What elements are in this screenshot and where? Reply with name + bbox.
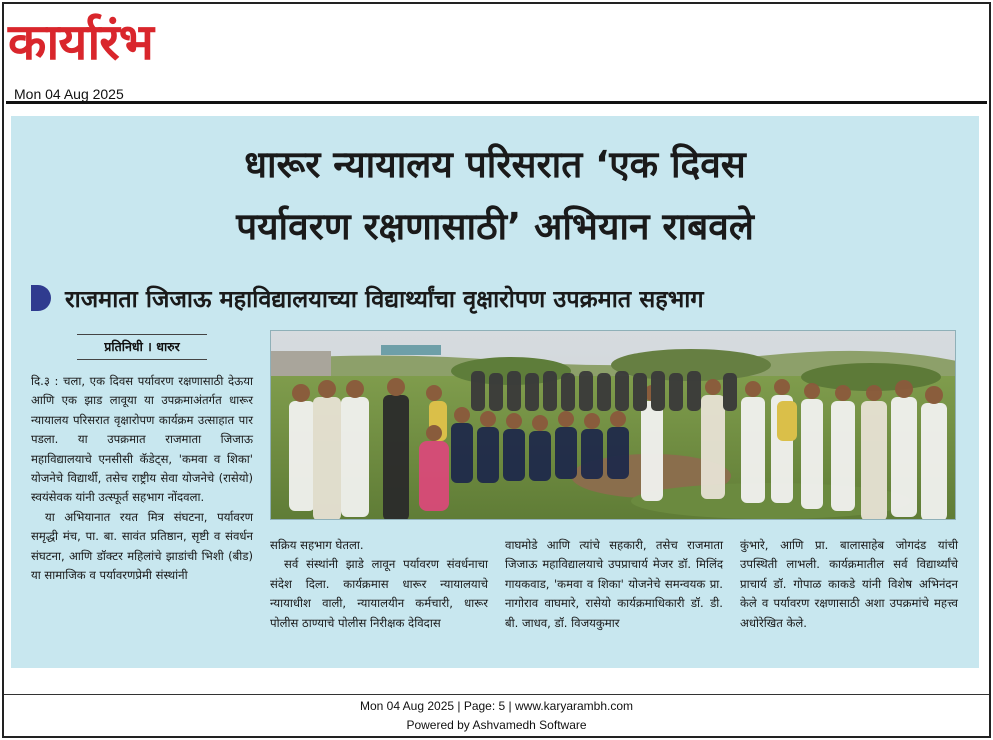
newspaper-logo[interactable]: कार्यारंभ <box>8 13 153 71</box>
masthead <box>6 4 987 104</box>
edition-date: Mon 04 Aug 2025 <box>14 86 124 102</box>
article-column-4 <box>740 536 958 633</box>
article-column-3 <box>505 536 723 633</box>
headline-line-1: धारूर न्यायालय परिसरात ‘एक दिवस <box>244 143 746 186</box>
article-headline <box>11 134 979 258</box>
paragraph: दि.३ : चला, एक दिवस पर्यावरण रक्षणासाठी देऊया आणि एक झाड लावूया या उपक्रमाअंतर्गत धारूर न्यायालय परिसरात वृक्षारोपण कार्यक्रम उत्साहात पार पडला. या उपक्रमात राजमाता जिजाऊ महाविद्यालयाचे एनसीसी कॅडेट्स, 'कमवा व शिका' योजनेचे विद्यार्थी, तसेच राष्ट्रीय सेवा योजनेचे (रासेयो) स्वयंसेवक यांनी उत्स्फूर्त सहभाग नोंदवला. <box>31 374 253 505</box>
subheadline-bullet-icon <box>31 285 51 311</box>
group-photo-illustration <box>271 331 956 520</box>
paragraph: या अभियानात रयत मित्र संघटना, पर्यावरण समृद्धी मंच, पा. बा. सावंत प्रतिष्ठान, सृष्टी व संवर्धन संघटना, आणि डॉक्टर महिलांचे झाडांची भिशी (बीड) या सामाजिक व पर्यावरणप्रेमी संस्थांनी <box>31 509 253 583</box>
paragraph: कुंभारे, आणि प्रा. बालासाहेब जोगदंड यांची उपस्थिती लाभली. कार्यक्रमातील सर्व विद्यार्थ्यांचे प्राचार्य डॉ. गोपाळ काकडे यांनी विशेष अभिनंदन केले व पर्यावरण रक्षणासाठी अशा उपक्रमांचे महत्त्व अधोरेखित केले. <box>740 538 958 630</box>
article-clipping <box>11 116 979 668</box>
headline-line-2: पर्यावरण रक्षणासाठी’ अभियान राबवले <box>236 205 754 248</box>
footer-divider <box>4 694 989 695</box>
article-column-1 <box>31 372 253 585</box>
subheadline-text: राजमाता जिजाऊ महाविद्यालयाच्या विद्यार्थ्यांचा वृक्षारोपण उपक्रमात सहभाग <box>65 285 704 313</box>
article-photo[interactable] <box>270 330 956 520</box>
paragraph: सक्रिय सहभाग घेतला. <box>270 538 364 552</box>
article-subheadline <box>31 276 961 320</box>
byline: प्रतिनिधी । धारुर <box>77 334 207 360</box>
footer-page-info[interactable]: Mon 04 Aug 2025 | Page: 5 | www.karyarambh.com <box>359 699 634 713</box>
paragraph: वाघमोडे आणि त्यांचे सहकारी, तसेच राजमाता जिजाऊ महाविद्यालयाचे उपप्राचार्य मेजर डॉ. मिलिंद गायकवाड, 'कमवा व शिका' योजनेचे समन्वयक प्रा. नागोराव वाघमारे, रासेयो कार्यक्रमाधिकारी डॉ. डी. बी. जाधव, डॉ. विजयकुमार <box>505 538 723 630</box>
footer-powered-by: Powered by Ashvamedh Software <box>406 718 587 732</box>
article-column-2 <box>270 536 488 633</box>
paragraph: सर्व संस्थांनी झाडे लावून पर्यावरण संवर्धनाचा संदेश दिला. कार्यक्रमास धारूर न्यायालयाचे न्यायाधीश वाली, न्यायालयीन कर्मचारी, धारूर पोलीस ठाण्याचे पोलीस निरीक्षक देविदास <box>270 557 488 630</box>
